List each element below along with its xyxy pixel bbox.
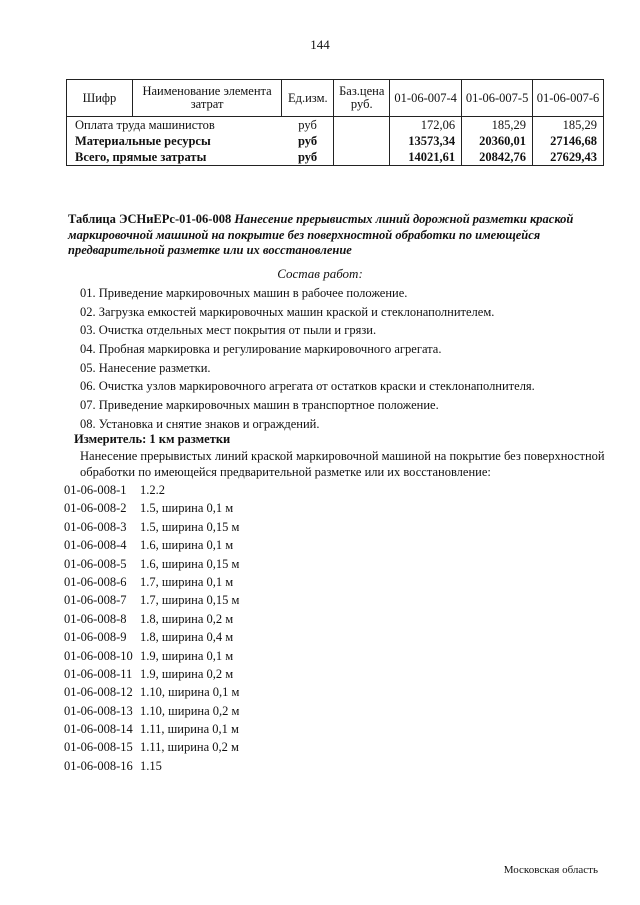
code-id: 01-06-008-16 — [64, 758, 133, 773]
work-steps-list — [80, 284, 535, 434]
row-value-6: 27146,68 — [533, 133, 604, 149]
table-row — [67, 117, 604, 134]
code-row — [64, 683, 239, 701]
list-item: 05. Нанесение разметки. — [80, 360, 211, 375]
code-id: 01-06-008-2 — [64, 501, 127, 516]
code-row — [64, 665, 239, 683]
code-list — [64, 481, 239, 775]
list-item: 08. Установка и снятие знаков и ограждений. — [80, 416, 320, 431]
list-item: 04. Пробная маркировка и регулирование маркировочного агрегата. — [80, 342, 442, 357]
code-desc: 1.5, ширина 0,15 м — [140, 519, 240, 534]
code-desc: 1.2.2 — [140, 483, 165, 497]
header-col-007-6: 01-06-007-6 — [533, 80, 604, 117]
code-id: 01-06-008-3 — [64, 519, 127, 534]
table-title-text: Нанесение прерывистых линий дорожной разметки краской маркировочной машиной на покрытие без поверхностной обработки по имеющейся предварительной разметке или их восстановление — [68, 212, 574, 257]
code-row — [64, 738, 239, 756]
row-base-price — [334, 149, 390, 166]
row-value-5: 20842,76 — [462, 149, 533, 166]
table-title-prefix: Таблица ЭСНиЕРс-01-06-008 — [68, 212, 235, 226]
code-id: 01-06-008-8 — [64, 611, 127, 626]
meter-label: Измеритель: 1 км разметки — [74, 432, 231, 446]
code-row — [64, 518, 239, 536]
table-title — [68, 212, 608, 259]
code-row — [64, 757, 239, 775]
header-code: Шифр — [67, 80, 133, 117]
cost-table-header — [67, 80, 604, 117]
code-id: 01-06-008-15 — [64, 740, 133, 755]
code-row — [64, 573, 239, 591]
code-row — [64, 555, 239, 573]
row-name: Материальные ресурсы — [67, 133, 282, 149]
code-desc: 1.10, ширина 0,2 м — [140, 703, 240, 718]
work-composition-heading: Состав работ: — [277, 266, 363, 281]
row-base-price — [334, 133, 390, 149]
code-id: 01-06-008-5 — [64, 556, 127, 571]
list-item: 01. Приведение маркировочных машин в рабочее положение. — [80, 286, 408, 300]
code-desc: 1.5, ширина 0,1 м — [140, 501, 234, 516]
code-id: 01-06-008-10 — [64, 648, 133, 663]
footer-region: Московская область — [503, 864, 598, 876]
code-row — [64, 499, 239, 517]
code-row — [64, 536, 239, 554]
list-item: 02. Загрузка емкостей маркировочных машин краской и стеклонаполнителем. — [80, 304, 495, 319]
code-desc: 1.6, ширина 0,1 м — [140, 538, 234, 553]
row-name: Всего, прямые затраты — [67, 149, 282, 166]
row-unit: руб — [282, 117, 334, 134]
code-id: 01-06-008-4 — [64, 538, 127, 553]
row-unit: руб — [282, 133, 334, 149]
list-item: 06. Очистка узлов маркировочного агрегата от остатков краски и стеклонаполнителя. — [80, 379, 535, 394]
code-desc: 1.11, ширина 0,1 м — [140, 722, 239, 737]
code-desc: 1.9, ширина 0,1 м — [140, 648, 234, 663]
row-base-price — [334, 117, 390, 134]
code-id: 01-06-008-11 — [64, 666, 133, 681]
header-element-name: Наименование элемента затрат — [132, 80, 282, 117]
page-number: 144 — [310, 37, 330, 52]
code-id: 01-06-008-12 — [64, 685, 133, 700]
row-value-4: 13573,34 — [390, 133, 462, 149]
header-base-price: Баз.цена руб. — [334, 80, 390, 117]
meter-description: Нанесение прерывистых линий краской маркировочной машиной на покрытие без поверхностной обработки по имеющейся предварительной разметке или их восстановление: — [80, 449, 605, 479]
row-value-6: 27629,43 — [533, 149, 604, 166]
code-desc: 1.8, ширина 0,2 м — [140, 611, 234, 626]
code-row — [64, 720, 239, 738]
table-row — [67, 133, 604, 149]
code-desc: 1.7, ширина 0,15 м — [140, 593, 240, 608]
code-desc: 1.7, ширина 0,1 м — [140, 574, 234, 589]
code-desc: 1.9, ширина 0,2 м — [140, 666, 234, 681]
row-unit: руб — [282, 149, 334, 166]
header-col-007-5: 01-06-007-5 — [462, 80, 533, 117]
code-row — [64, 481, 239, 499]
code-id: 01-06-008-13 — [64, 703, 133, 718]
code-row — [64, 610, 239, 628]
row-value-6: 185,29 — [533, 117, 604, 134]
list-item: 03. Очистка отдельных мест покрытия от пыли и грязи. — [80, 323, 377, 338]
table-row — [67, 149, 604, 166]
row-value-4: 172,06 — [390, 117, 462, 134]
code-desc: 1.6, ширина 0,15 м — [140, 556, 240, 571]
code-row — [64, 702, 239, 720]
cost-table — [66, 79, 604, 166]
code-id: 01-06-008-1 — [64, 483, 127, 497]
code-desc: 1.8, ширина 0,4 м — [140, 630, 234, 645]
row-value-5: 20360,01 — [462, 133, 533, 149]
code-row — [64, 647, 239, 665]
row-name: Оплата труда машинистов — [67, 117, 282, 134]
code-id: 01-06-008-14 — [64, 722, 133, 737]
code-id: 01-06-008-6 — [64, 574, 127, 589]
code-id: 01-06-008-7 — [64, 593, 127, 608]
row-value-5: 185,29 — [462, 117, 533, 134]
code-desc: 1.10, ширина 0,1 м — [140, 685, 240, 700]
row-value-4: 14021,61 — [390, 149, 462, 166]
header-unit: Ед.изм. — [282, 80, 334, 117]
code-row — [64, 591, 239, 609]
header-col-007-4: 01-06-007-4 — [390, 80, 462, 117]
list-item: 07. Приведение маркировочных машин в транспортное положение. — [80, 398, 439, 413]
code-desc: 1.15 — [140, 758, 162, 773]
code-id: 01-06-008-9 — [64, 630, 127, 645]
code-row — [64, 628, 239, 646]
code-desc: 1.11, ширина 0,2 м — [140, 740, 239, 755]
